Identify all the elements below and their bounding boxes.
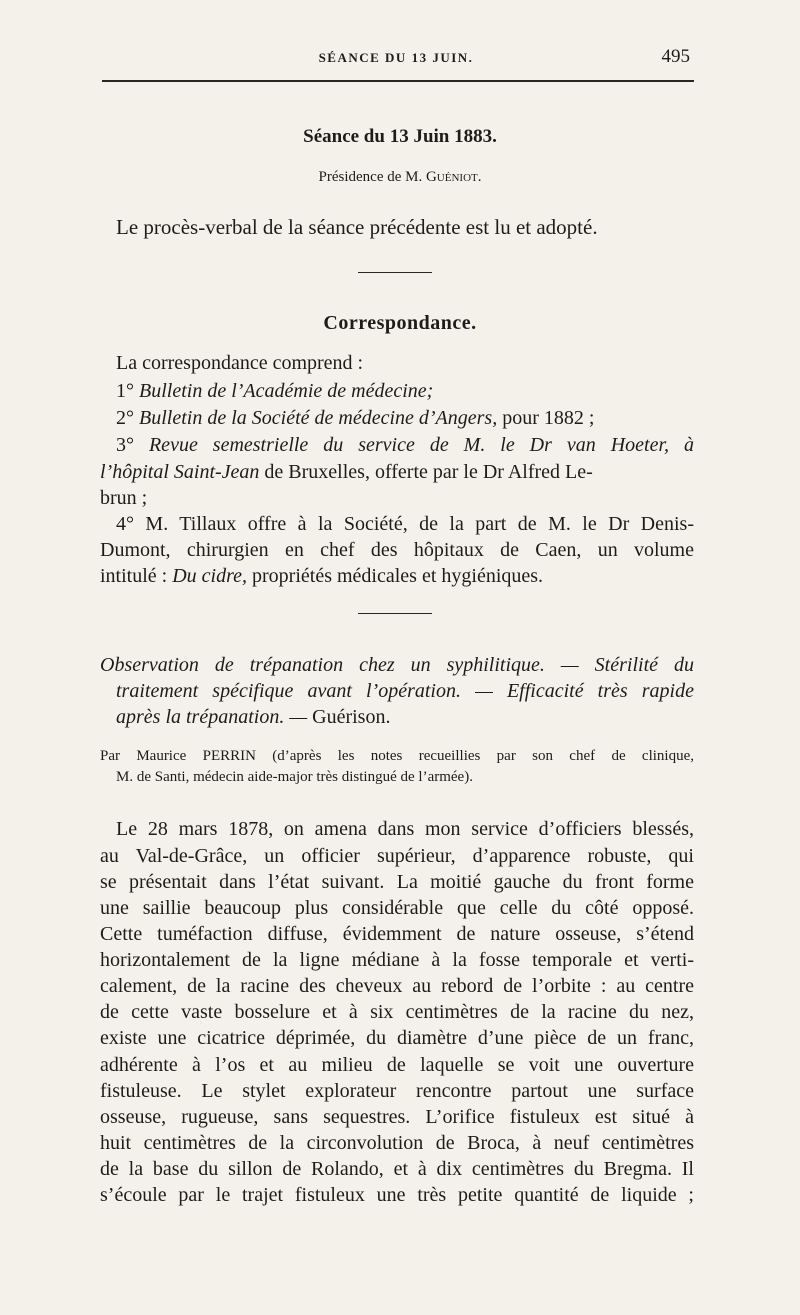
body-line: horizontalement de la ligne médiane à la fosse temporale et verti- [100,949,694,971]
body-line: existe une cicatrice déprimée, du diamètre d’une pièce de un franc, [100,1027,694,1049]
item-title: Bulletin de la Société de médecine d’Angers, [139,407,498,429]
body-line: de cette vaste bosselure et à six centimètres de la racine du nez, [100,1001,694,1023]
body-line: une saillie beaucoup plus considérable que celle du côté opposé. [100,897,694,919]
page-header [102,46,690,72]
list-item-3-line-1 [116,434,694,457]
list-item-4-line-3 [100,565,543,588]
item-title: Revue semestrielle du service de M. le Dr van Hoeter, à [148,434,694,456]
article-title-line-3 [116,706,390,729]
president-name: Guéniot. [425,169,482,185]
body-line: fistuleuse. Le stylet explorateur rencontre partout une surface [100,1080,694,1102]
item-number: 3° [116,434,134,456]
item-rest: de Bruxelles, offerte par le Dr Alfred Le- [264,461,593,483]
item-rest: pour 1882 ; [502,407,595,429]
body-line: osseuse, rugueuse, sans sequestres. L’orifice fistuleux est situé à [100,1106,694,1128]
list-item-4-line-2: Dumont, chirurgien en chef des hôpitaux de Caen, un volume [100,539,694,561]
article-title-line-1: Observation de trépanation chez un syphilitique. — Stérilité du [100,654,694,676]
byline-line-1: Par Maurice PERRIN (d’après les notes recueillies par son chef de clinique, [100,748,694,764]
list-item-3-line-3: brun ; [100,487,148,509]
session-title: Séance du 13 Juin 1883. [303,126,497,147]
item-number: 2° [116,407,134,429]
page-number: 495 [661,46,690,67]
correspondance-intro: La correspondance comprend : [116,352,364,374]
minutes-text: Le procès-verbal de la séance précédente est lu et adopté. [116,215,598,239]
list-item-4-line-1: 4° M. Tillaux offre à la Société, de la part de M. le Dr Denis- [116,513,694,535]
body-line: de la base du sillon de Rolando, et à dix centimètres du Bregma. Il [100,1158,694,1180]
body-line: au Val-de-Grâce, un officier supérieur, d’apparence robuste, qui [100,845,694,867]
article-title-line-2: traitement spécifique avant l’opération. — Efficacité très rapide [116,680,694,702]
body-line: adhérente à l’os et au milieu de laquelle se voit une ouverture [100,1054,694,1076]
section-divider [358,613,432,614]
body-line: s’écoule par le trajet fistuleux une très petite quantité de liquide ; [100,1184,694,1206]
body-line: calement, de la racine des cheveux au rebord de l’orbite : au centre [100,975,694,997]
presidence-prefix: Présidence de M. [318,169,423,185]
running-title: SÉANCE DU 13 JUIN. [318,50,474,65]
item-rest: intitulé : [100,565,168,587]
byline-line-2: M. de Santi, médecin aide-major très distingué de l’armée). [116,769,473,785]
item-title: Du cidre, [172,565,248,587]
body-line: se présentait dans l’état suivant. La moitié gauche du front forme [100,871,694,893]
list-item-1 [116,380,433,403]
article-title-part: après la trépanation. — [116,706,308,728]
item-rest: propriétés médicales et hygiéniques. [252,565,544,587]
list-item-2 [116,407,594,430]
item-number: 1° [116,380,134,402]
section-divider [358,272,432,273]
correspondance-heading: Correspondance. [323,312,477,334]
presidence-line [0,169,800,186]
body-line: Le 28 mars 1878, on amena dans mon service d’officiers blessés, [116,818,694,840]
header-rule [102,80,694,82]
item-title: l’hôpital Saint-Jean [100,461,260,483]
body-line: huit centimètres de la circonvolution de Broca, à neuf centimètres [100,1132,694,1154]
item-title: Bulletin de l’Académie de médecine; [139,380,434,402]
list-item-3-line-2 [100,461,593,484]
article-title-part: Guérison. [312,706,391,728]
body-line: Cette tuméfaction diffuse, évidemment de nature osseuse, s’étend [100,923,694,945]
